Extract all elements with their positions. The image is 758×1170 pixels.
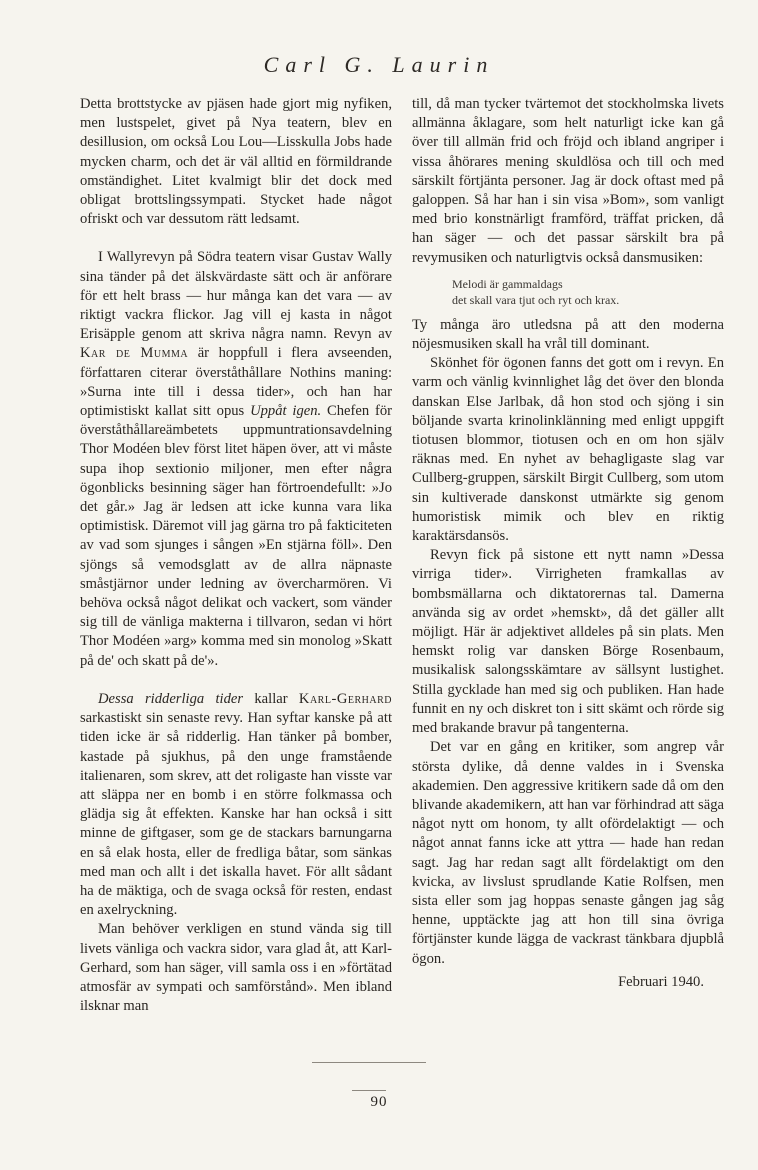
paragraph: Man behöver verkligen en stund vända sig till livets vänliga och vackra sidor, vara glad åt, att Karl-Gerhard, som han säger, vill samla oss i en »förtätad atmosfär av sympati och samförstånd». Men ibland ilsknar man — [80, 921, 392, 1015]
paragraph: Revyn fick på sistone ett nytt namn »Dessa virriga tider». Virrigheten framkallas av bombsmällarna och diktatorernas tal. Damerna använda sig av ordet »hemskt», då det gäller allt möjligt. Här är adjektivet alldeles på sin plats. Men hemskt rolig var dansken Börge Rosenbaum, musikalisk salongsskämtare av sällsynt lustighet. Stilla gycklade han med sig och publiken. Han hade funnit en ny och diskret ton i sitt skämt och rörde sig med brakande bravur på tangenterna. — [412, 547, 724, 737]
author-name: Karl-Gerhard — [298, 690, 392, 707]
running-header: Carl G. Laurin — [263, 52, 495, 77]
song-line: det skall vara tjut och ryt och krax. — [452, 292, 620, 307]
left-column — [80, 95, 392, 1016]
author-name: Kar de Mumma — [80, 345, 189, 362]
revue-title: Dessa ridderliga tider — [98, 690, 244, 707]
text-run: är hoppfull i flera avseenden, författaren citerar överståthållare Nothins maning: »Surna inte till i dessa tider», och han har optimistiskt kallat sitt opus — [80, 345, 392, 420]
page-number: 90 — [370, 1094, 388, 1110]
paragraph — [80, 690, 392, 920]
paragraph — [80, 248, 392, 670]
paragraph: till, då man tycker tvärtemot det stockholmska livets allmänna åklagare, som helt naturligt icke kan gå över till allmän frid och fröjd och ibland angriper i vissa åhörares mening skuldlösa och till och med särskilt förtjänta personer. Jag är dock oftast med på galoppen. Så har han i sin visa »Bom», som vanligt med brio konstnärligt framförd, träffat pricken, då han säger — och det passar särskilt bra på revymusiken och naturligtvis också dansmusiken: — [412, 96, 724, 266]
paragraph: Det var en gång en kritiker, som angrep vår största dylike, då denne valdes in i Svenska akademien. Den aggressive kritikern sade då om den blivande akademikern, att han var förhindrad att säga något nytt om honom, ty allt ofördelaktigt — och något annat fanns icke att yttra — hade han redan sagt. Jag har redan sagt allt fördelaktigt om den kvicka, av livslust sprudlande Katie Rolfsen, men sista eller som jag hoppas senaste gången jag såg henne, upptäckte jag att hon till sina övriga förtjänster kunde lägga de vackrast tänkbara djupblå ögon. — [412, 739, 724, 967]
text-run: kallar — [243, 690, 299, 707]
paragraph: Skönhet för ögonen fanns det gott om i revyn. En varm och vänlig kvinnlighet låg det över den blonda danskan Else Jarlbak, då hon stod och sjöng i sin böljande svarta krinolinklänning med enligt uppgift tiotusen blommor, tiotusen och en om hon själv räknas med. En nyhet av behagligaste slag var Cullberg-gruppen, särskilt Birgit Cullberg, som utom sin kultiverade danskonst utmärkte sig genom humoristisk mimik och blev en riktig karaktärsdansös. — [412, 355, 724, 545]
text-run: sarkastiskt sin senaste revy. Han syftar kanske på att tiden icke är så ridderlig. Han tänker på bomber, kastade på sjukhus, på den unge framstående italienaren, som skrev, att det roligaste han visste var att släppa ner en bomb i en större folkmassa och glädja sig åt effekten. Kanske har han också i sitt minne de giftgaser, som ge de stackars barnungarna en så elak hosta, eller de fredliga båtar, som sänkas med man och allt i det iskalla havet. För allt sådant ha de mäktiga, och de svaga också för resten, endast en axelryckning. — [80, 710, 392, 919]
paragraph: Ty många äro utledsna på att den moderna nöjesmusiken skall ha vrål till dominant. — [412, 316, 724, 353]
revue-title: Uppåt igen. — [250, 403, 322, 420]
text-run: I Wallyrevyn på Södra teatern visar Gustav Wally sina tänder på det älskvärdaste sätt och är anförare för ett helt brass — hur många kan det vara — av riktigt vackra flickor. Jag vill ej kasta in något Erisäpple genom att skriva några namn. Revyn av — [80, 249, 392, 343]
song-quote — [452, 276, 724, 308]
page-number-rule — [352, 1090, 386, 1091]
divider-rule — [312, 1062, 426, 1063]
text-run: Chefen för överståthållareämbetets uppmuntrationsavdelning Thor Modéen blev först litet häpen över, att vi måste supa ihop sextionio miljoner, men efter några ögonblicks besinning säger han förtroendefullt: »Jo det går.» Jag är ledsen att icke kunna vara lika optimistisk. Däremot vill jag gärna tro på fakticiteten av vad som sjunges i sången »En stjärna föll». Den sjöngs så vemodsglatt av de allra näpnaste småstjärnor under ledning av övercharmören. Vi behöva också något delikat och vackert, som vänder sig till de vänliga makterna i tillvaron, sedan vi hört Thor Modéen »arg» komma med sin monolog »Skatt på de' och skatt på de'». — [80, 403, 392, 669]
paragraph: Detta brottstycke av pjäsen hade gjort mig nyfiken, men lustspelet, givet på Nya teatern, blev en desillusion, om också Lou Lou—Lisskulla Jobs hade mycken charm, och det är väl alltid en förmildrande omständighet. Litet kvalmigt blir det dock med obligat brottslingssympati. Stycket hade något ofriskt och var dessutom rätt ledsamt. — [80, 96, 392, 228]
date-signoff: Februari 1940. — [618, 973, 704, 990]
song-line: Melodi är gammaldags — [452, 276, 563, 291]
right-column — [412, 95, 724, 992]
